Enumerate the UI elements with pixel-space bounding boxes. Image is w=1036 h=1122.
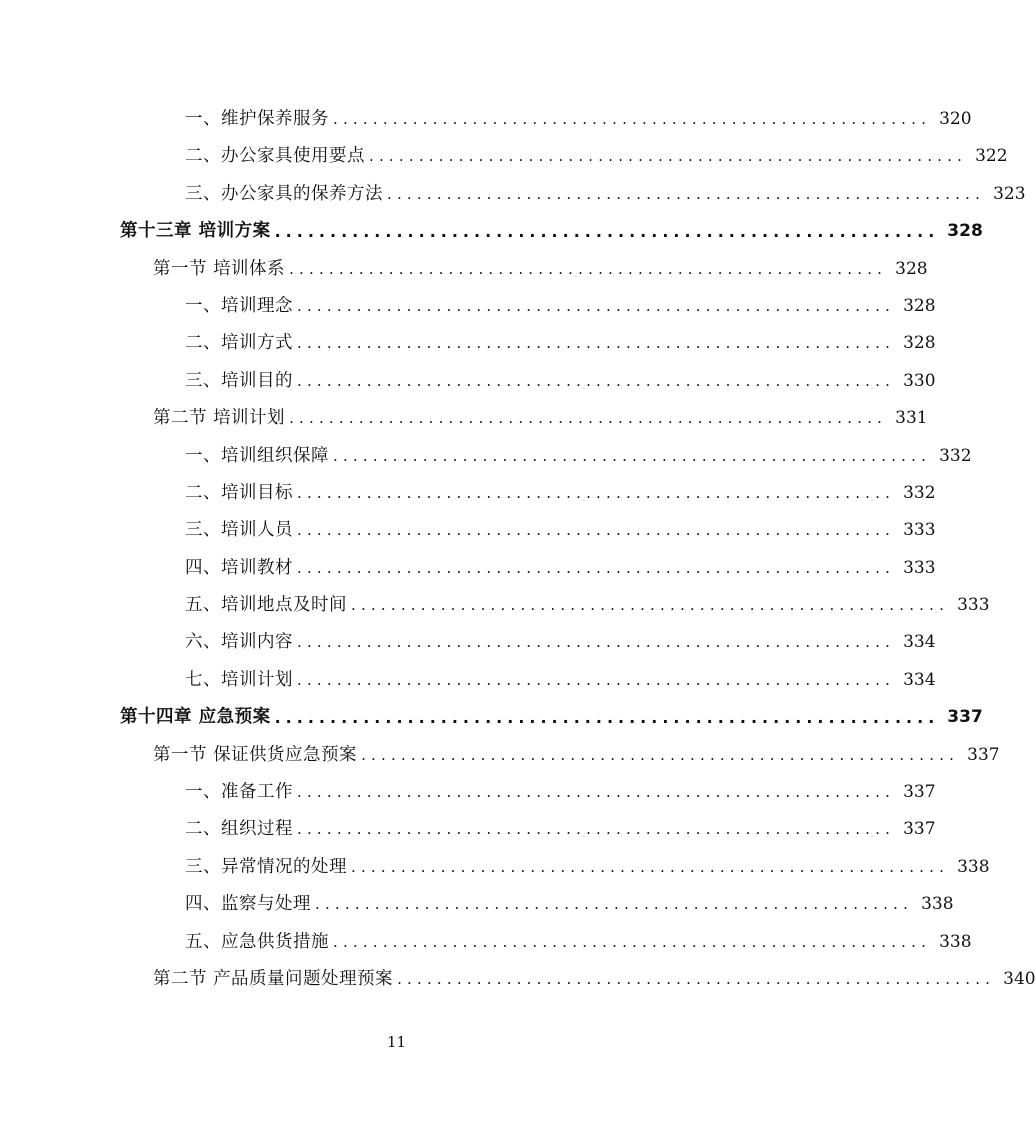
toc-section-row[interactable] <box>0 400 928 437</box>
toc-dot-leader: ............................................................ <box>333 110 932 128</box>
toc-section-row[interactable] <box>0 251 928 288</box>
toc-entry-title: 第十四章 应急预案 <box>120 707 271 728</box>
toc-item-row[interactable] <box>0 438 972 475</box>
toc-entry-page: 328 <box>895 258 928 279</box>
toc-dot-leader: ............................................................ <box>351 596 950 615</box>
toc-dot-leader: ............................................................ <box>289 259 888 278</box>
toc-entry-page: 331 <box>895 408 928 429</box>
toc-item-row[interactable] <box>0 849 990 886</box>
toc-item-row[interactable] <box>0 587 990 624</box>
toc-item-row[interactable] <box>0 475 936 512</box>
toc-entry-page: 338 <box>939 931 972 952</box>
toc-item-row[interactable] <box>0 774 936 811</box>
toc-chapter-row[interactable] <box>0 699 983 736</box>
toc-entry-title: 二、办公家具使用要点 <box>185 146 365 167</box>
toc-item-row[interactable] <box>0 325 936 362</box>
toc-entry-title: 七、培训计划 <box>185 669 293 690</box>
toc-item-row[interactable] <box>0 288 936 325</box>
toc-item-row[interactable] <box>0 363 936 400</box>
toc-dot-leader: ............................................................ <box>397 969 996 988</box>
toc-entry-page: 337 <box>947 707 983 728</box>
toc-entry-page: 333 <box>957 595 990 616</box>
toc-entry-title: 第二节 培训计划 <box>153 408 286 429</box>
toc-dot-leader: ............................................................ <box>297 558 896 577</box>
toc-entry-page: 328 <box>947 221 983 242</box>
toc-entry-title: 五、培训地点及时间 <box>185 595 347 616</box>
toc-dot-leader: ............................................................ <box>297 483 896 502</box>
toc-entry-page: 338 <box>957 856 990 877</box>
toc-section-row[interactable] <box>0 961 1036 998</box>
toc-dot-leader: ............................................................ <box>289 409 888 428</box>
toc-entry-title: 三、培训目的 <box>185 370 293 391</box>
toc-dot-leader: ............................................................ <box>297 334 896 353</box>
toc-item-row[interactable] <box>0 624 936 661</box>
toc-item-row[interactable] <box>0 550 936 587</box>
toc-entry-page: 320 <box>939 109 972 129</box>
toc-entry-page: 332 <box>903 482 936 503</box>
toc-entry-title: 三、办公家具的保养方法 <box>185 183 383 204</box>
toc-entry-title: 五、应急供货措施 <box>185 931 329 952</box>
page-number: 11 <box>386 1033 407 1051</box>
toc-section-row[interactable] <box>0 737 1000 774</box>
toc-item-row[interactable] <box>0 176 1026 213</box>
toc-entry-title: 第十三章 培训方案 <box>120 221 271 242</box>
toc-dot-leader: ............................................................ <box>361 745 960 764</box>
toc-entry-page: 333 <box>903 520 936 541</box>
toc-entry-title: 第一节 保证供货应急预案 <box>153 744 358 765</box>
toc-entry-page: 337 <box>967 744 1000 765</box>
toc-entry-title: 二、培训目标 <box>185 482 293 503</box>
toc-entry-page: 323 <box>993 183 1026 204</box>
toc-dot-leader: ............................................................ <box>274 708 940 728</box>
toc-dot-leader: ............................................................ <box>297 296 896 315</box>
toc-dot-leader: ............................................................ <box>297 820 896 839</box>
toc-entry-page: 330 <box>903 370 936 391</box>
toc-item-row[interactable] <box>0 886 954 923</box>
toc-dot-leader: ............................................................ <box>333 932 932 951</box>
toc-entry-page: 337 <box>903 782 936 803</box>
toc-dot-leader: ............................................................ <box>333 446 932 465</box>
toc-entry-title: 二、培训方式 <box>185 333 293 354</box>
toc-entry-page: 328 <box>903 295 936 316</box>
toc-entry-page: 338 <box>921 894 954 915</box>
toc-entry-title: 四、监察与处理 <box>185 894 311 915</box>
toc-entry-title: 第二节 产品质量问题处理预案 <box>153 968 394 989</box>
toc-dot-leader: ............................................................ <box>297 633 896 652</box>
toc-dot-leader: ............................................................ <box>351 857 950 876</box>
toc-entry-title: 一、准备工作 <box>185 782 293 803</box>
table-of-contents <box>0 101 1036 998</box>
toc-entry-page: 328 <box>903 333 936 354</box>
toc-dot-leader: ............................................................ <box>297 521 896 540</box>
toc-entry-page: 334 <box>903 669 936 690</box>
toc-entry-page: 332 <box>939 445 972 466</box>
toc-entry-page: 334 <box>903 632 936 653</box>
toc-chapter-row[interactable] <box>0 213 983 250</box>
toc-entry-title: 四、培训教材 <box>185 557 293 578</box>
toc-entry-title: 第一节 培训体系 <box>153 258 286 279</box>
toc-entry-title: 六、培训内容 <box>185 632 293 653</box>
toc-item-row[interactable] <box>0 924 972 961</box>
toc-dot-leader: ............................................................ <box>297 371 896 390</box>
toc-dot-leader: ............................................................ <box>297 670 896 689</box>
toc-entry-page: 337 <box>903 819 936 840</box>
toc-entry-title: 三、培训人员 <box>185 520 293 541</box>
toc-dot-leader: ............................................................ <box>315 895 914 914</box>
toc-item-row[interactable] <box>0 811 936 848</box>
toc-entry-title: 二、组织过程 <box>185 819 293 840</box>
toc-entry-title: 一、培训理念 <box>185 295 293 316</box>
toc-dot-leader: ............................................................ <box>274 222 940 242</box>
toc-entry-title: 一、培训组织保障 <box>185 445 329 466</box>
toc-item-row[interactable] <box>0 662 936 699</box>
toc-entry-page: 322 <box>975 146 1008 167</box>
toc-item-row[interactable] <box>0 512 936 549</box>
toc-dot-leader: ............................................................ <box>297 783 896 802</box>
toc-item-row[interactable] <box>0 101 972 138</box>
toc-entry-page: 340 <box>1003 968 1036 989</box>
toc-item-row[interactable] <box>0 138 1008 175</box>
toc-entry-title: 三、异常情况的处理 <box>185 856 347 877</box>
toc-entry-page: 333 <box>903 557 936 578</box>
toc-dot-leader: ............................................................ <box>387 184 986 203</box>
toc-entry-title: 一、维护保养服务 <box>185 109 329 129</box>
toc-dot-leader: ............................................................ <box>369 147 968 166</box>
